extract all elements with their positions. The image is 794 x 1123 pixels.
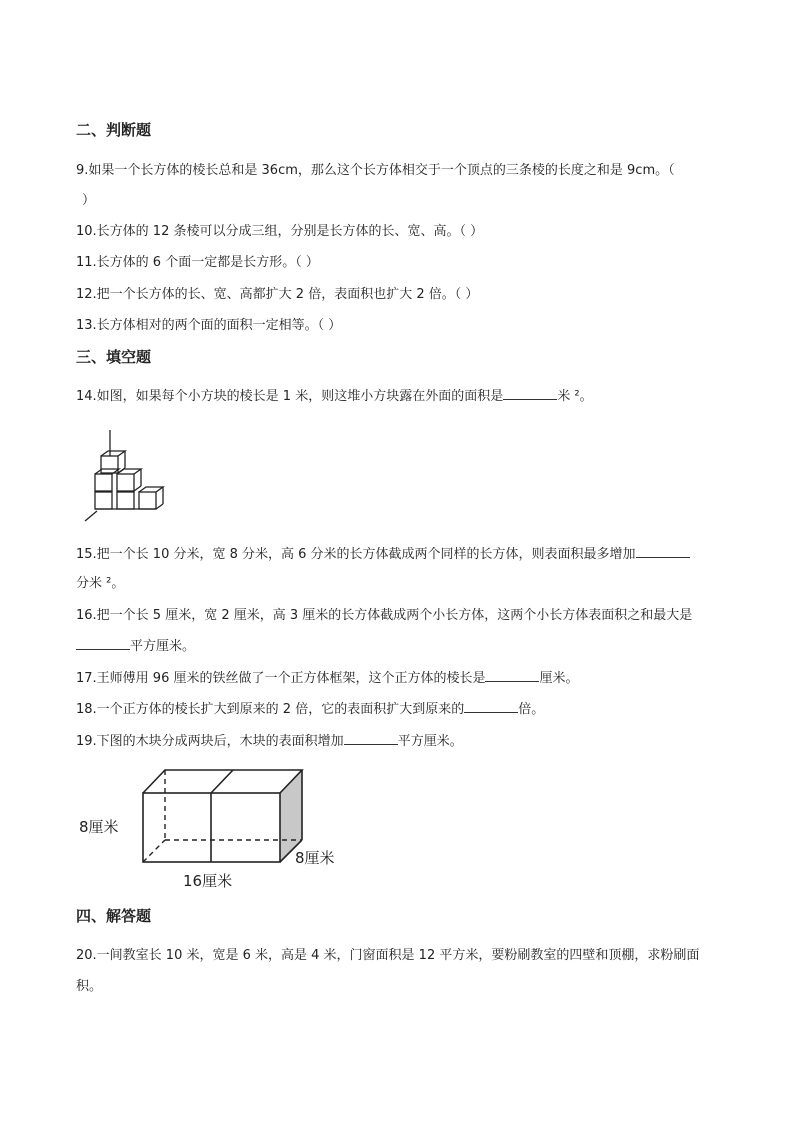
height-label: 8厘米: [79, 818, 119, 836]
width-label: 8厘米: [295, 849, 335, 867]
question-17-unit: 厘米。: [539, 671, 579, 686]
length-label: 16厘米: [183, 872, 233, 890]
question-9-line2: ）: [82, 193, 96, 208]
question-15-text: 15.把一个长 10 分米，宽 8 分米，高 6 分米的长方体截成两个同样的长方体，则表面积最多增加: [76, 547, 636, 562]
question-14-text: 14.如图，如果每个小方块的棱长是 1 米，则这堆小方块露在外面的面积是: [76, 389, 504, 404]
question-18: [76, 700, 544, 719]
answer-blank-16[interactable]: [76, 637, 130, 650]
question-18-unit: 倍。: [518, 702, 545, 717]
question-18-text: 18.一个正方体的棱长扩大到原来的 2 倍，它的表面积扩大到原来的: [76, 702, 465, 717]
question-15-line1: [76, 545, 690, 564]
question-19-text: 19.下图的木块分成两块后，木块的表面积增加: [76, 734, 344, 749]
question-15-line2: 分米 ²。: [76, 576, 125, 591]
question-16-unit: 平方厘米。: [130, 639, 196, 654]
cuboid-figure: [75, 765, 365, 895]
question-11: 11.长方体的 6 个面一定都是长方形。（ ）: [76, 255, 319, 270]
question-12: 12.把一个长方体的长、宽、高都扩大 2 倍，表面积也扩大 2 倍。（ ）: [76, 287, 479, 302]
question-19-unit: 平方厘米。: [397, 734, 463, 749]
answer-blank-19[interactable]: [344, 732, 398, 745]
section-title-solution: 四、解答题: [76, 907, 152, 925]
question-9-line1: 9.如果一个长方体的棱长总和是 36cm，那么这个长方体相交于一个顶点的三条棱的长度之和是 9cm。（: [76, 163, 675, 178]
answer-blank-15[interactable]: [636, 545, 690, 558]
question-17: [76, 669, 579, 688]
question-17-text: 17.王师傅用 96 厘米的铁丝做了一个正方体框架，这个正方体的棱长是: [76, 671, 486, 686]
answer-blank-14[interactable]: [503, 387, 557, 400]
cube-stack-figure: [80, 425, 180, 525]
question-16-line2: [76, 637, 195, 656]
section-title-judgement: 二、判断题: [76, 121, 152, 139]
question-14-unit: 米 ²。: [557, 389, 593, 404]
question-20-line2: 积。: [76, 979, 103, 994]
answer-blank-17[interactable]: [485, 669, 539, 682]
question-13: 13.长方体相对的两个面的面积一定相等。（ ）: [76, 318, 342, 333]
question-14: [76, 387, 593, 406]
section-title-fill-in: 三、填空题: [76, 348, 152, 366]
answer-blank-18[interactable]: [464, 700, 518, 713]
question-10: 10.长方体的 12 条棱可以分成三组，分别是长方体的长、宽、高。（ ）: [76, 224, 484, 239]
question-20-line1: 20.一间教室长 10 米，宽是 6 米，高是 4 米，门窗面积是 12 平方米，要粉刷教室的四壁和顶棚，求粉刷面: [76, 948, 700, 963]
question-16-line1: 16.把一个长 5 厘米，宽 2 厘米，高 3 厘米的长方体截成两个小长方体，这两个小长方体表面积之和最大是: [76, 608, 693, 623]
question-19: [76, 732, 463, 751]
